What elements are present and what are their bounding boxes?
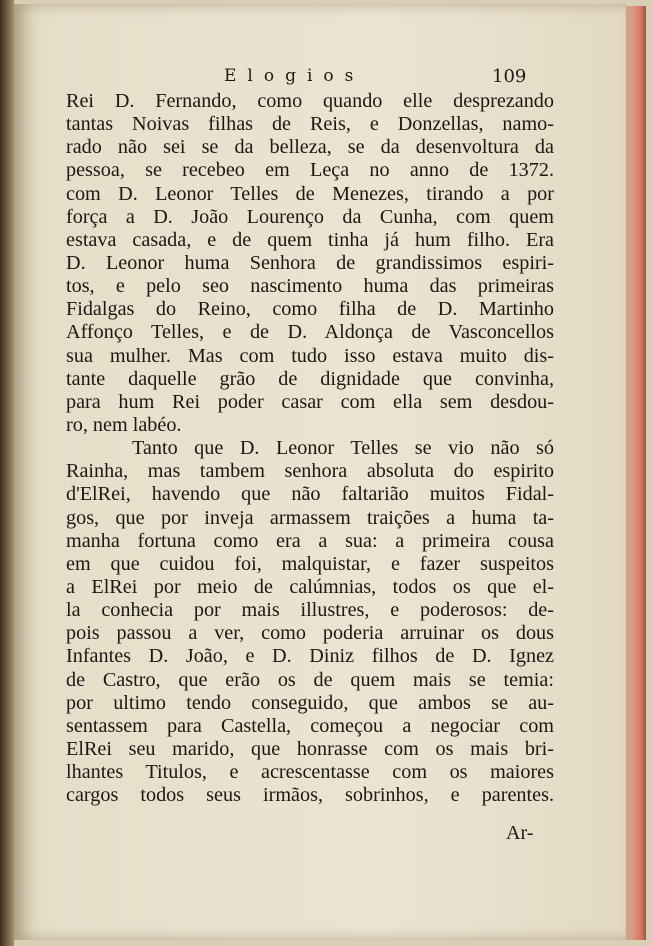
text-line: tantas Noivas filhas de Reis, e Donzellas, namo- — [66, 113, 554, 136]
text-line: Rainha, mas tambem senhora absoluta do espirito — [66, 460, 554, 483]
body-text — [66, 90, 554, 807]
text-line: sentassem para Castella, começou a negociar com — [66, 714, 554, 737]
text-line: tos, e pelo seo nascimento huma das primeiras — [66, 275, 554, 298]
text-line: com D. Leonor Telles de Menezes, tirando a por — [66, 182, 554, 205]
text-line: D. Leonor huma Senhora de grandissimos espiri- — [66, 251, 554, 274]
text-line: Infantes D. João, e D. Diniz filhos de D. Ignez — [66, 645, 554, 668]
text-line: para hum Rei poder casar com ella sem desdou- — [66, 390, 554, 413]
text-line: manha fortuna como era a sua: a primeira cousa — [66, 529, 554, 552]
text-line: Fidalgas do Reino, como filha de D. Martinho — [66, 298, 554, 321]
text-line: ElRei seu marido, que honrasse com os mais bri- — [66, 737, 554, 760]
text-line: a ElRei por meio de calúmnias, todos os que el- — [66, 575, 554, 598]
text-line: rado não sei se da belleza, se da desenvoltura da — [66, 136, 554, 159]
text-line: Affonço Telles, e de D. Aldonça de Vasconcellos — [66, 321, 554, 344]
paragraph-start-line: Tanto que D. Leonor Telles se vio não só — [132, 437, 554, 460]
text-line: Rei D. Fernando, como quando elle desprezando — [66, 90, 554, 112]
running-head: Elogios — [224, 66, 365, 86]
text-line: cargos todos seus irmãos, sobrinhos, e parentes. — [66, 784, 554, 807]
text-line: pessoa, se recebeo em Leça no anno de 1372. — [66, 159, 554, 182]
text-line: d'ElRei, havendo que não faltarião muitos Fidal- — [66, 483, 554, 506]
page-number: 109 — [492, 66, 527, 87]
text-line: estava casada, e de quem tinha já hum filho. Era — [66, 228, 554, 251]
book-spine-shadow — [0, 0, 14, 946]
catchword: Ar- — [506, 822, 534, 844]
text-line: sua mulher. Mas com tudo isso estava muito dis- — [66, 344, 554, 367]
text-line: tante daquelle grão de dignidade que convinha, — [66, 367, 554, 390]
text-line: gos, que por inveja armassem traições a huma ta- — [66, 506, 554, 529]
text-line: em que cuidou foi, malquistar, e fazer suspeitos — [66, 552, 554, 575]
text-line: pois passou a ver, como poderia arruinar os dous — [66, 622, 554, 645]
text-line: la conhecia por mais illustres, e poderosos: de- — [66, 599, 554, 622]
text-line: de Castro, que erão os de quem mais se temia: — [66, 668, 554, 691]
book-page — [14, 4, 626, 940]
text-line: força a D. João Lourenço da Cunha, com quem — [66, 205, 554, 228]
text-line: lhantes Titulos, e acrescentasse com os maiores — [66, 761, 554, 784]
text-line: por ultimo tendo conseguido, que ambos se au- — [66, 691, 554, 714]
paragraph-end-line: ro, nem labéo. — [66, 413, 182, 436]
page-edge — [626, 6, 646, 940]
